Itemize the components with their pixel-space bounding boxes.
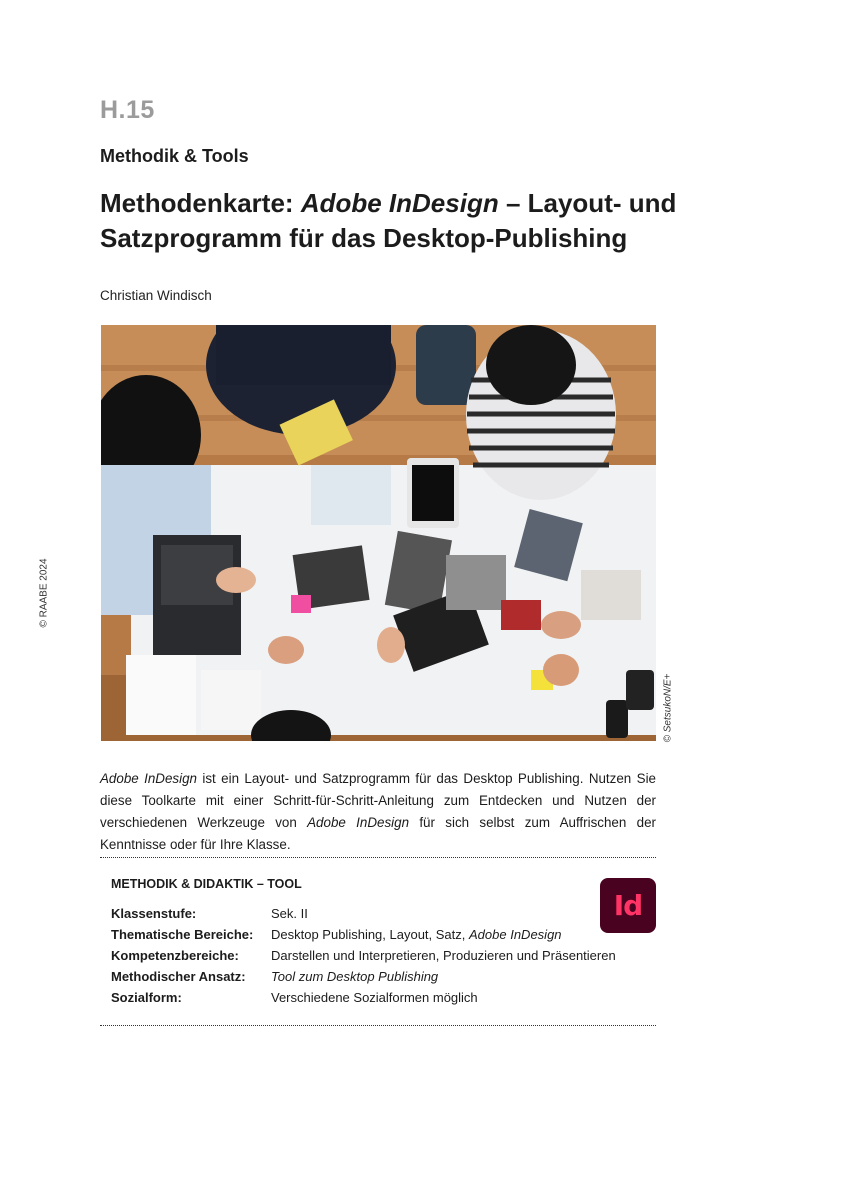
meta-row — [111, 906, 616, 927]
meta-value-text: Sek. II — [271, 906, 308, 921]
meta-key: Thematische Bereiche: — [111, 927, 254, 942]
meta-value-text: Darstellen und Interpretieren, Produzieren und Präsentieren — [271, 948, 616, 963]
meta-value — [271, 969, 616, 990]
page-number: H.15 — [100, 96, 155, 124]
photo-credit: © SetsukoN/E+ — [662, 673, 674, 743]
meta-value-italic: Tool zum Desktop Publishing — [271, 969, 439, 984]
meta-key: Klassenstufe: — [111, 906, 197, 921]
author: Christian Windisch — [100, 288, 212, 303]
intro-text-1: ist ein Layout- und Satzprogramm für das Desktop Publishing. Nutzen Sie diese Toolkarte mit einer Schritt-für-Schritt-Anleitung zum Entdecken und Nutzen der verschiedenen Werkzeuge von — [100, 771, 656, 830]
section-label: Methodik & Tools — [100, 146, 249, 166]
meta-value — [271, 948, 616, 969]
meta-key: Sozialform: — [111, 990, 182, 1005]
meta-row — [111, 990, 616, 1011]
meta-value-text: Verschiedene Sozialformen möglich — [271, 990, 478, 1005]
meta-row — [111, 969, 616, 990]
meta-heading: METHODIK & DIDAKTIK – TOOL — [111, 877, 302, 891]
divider-top — [100, 857, 656, 858]
intro-italic-1: Adobe InDesign — [100, 771, 197, 786]
meta-row — [111, 948, 616, 969]
title-part-1: Methodenkarte: — [100, 188, 301, 218]
page-title — [100, 186, 700, 256]
title-part-2: – Layout- und Satzprogramm für das Desktop-Publishing — [100, 188, 677, 253]
meta-value-text: Desktop Publishing, Layout, Satz, — [271, 927, 470, 942]
meta-key: Kompetenzbereiche: — [111, 948, 239, 963]
meta-key: Methodischer Ansatz: — [111, 969, 246, 984]
title-italic: Adobe InDesign — [300, 188, 499, 218]
divider-bottom — [100, 1025, 656, 1026]
meta-value — [271, 990, 616, 1011]
hero-photo — [101, 325, 656, 741]
meta-value — [271, 906, 616, 927]
intro-italic-2: Adobe InDesign — [307, 815, 410, 830]
meta-table — [111, 906, 616, 1011]
intro-text-2: für sich selbst zum Auffrischen der Kenntnisse oder für Ihre Klasse. — [100, 815, 656, 852]
copyright-notice: © RAABE 2024 — [38, 558, 50, 628]
meta-value — [271, 927, 616, 948]
indesign-logo-text: Id — [613, 889, 643, 922]
intro-paragraph — [100, 768, 656, 856]
meta-row — [111, 927, 616, 948]
meta-value-italic: Adobe InDesign — [469, 927, 562, 942]
